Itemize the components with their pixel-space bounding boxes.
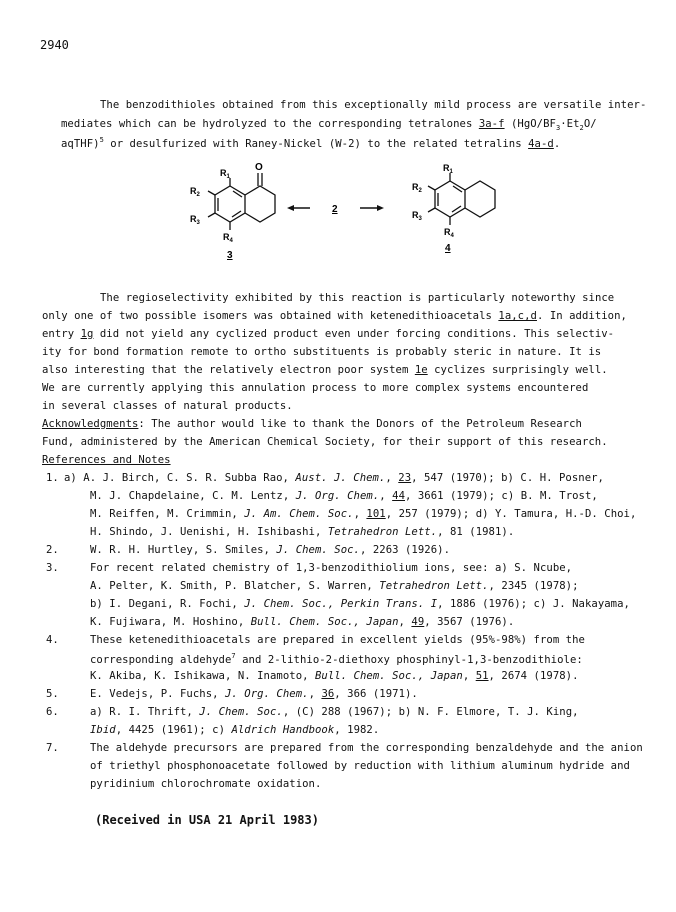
reaction-scheme: [180, 158, 520, 268]
ref-7-line-2: of triethyl phosphonoacetate followed by reduction with lithium aluminum hydride and: [90, 760, 630, 772]
acknowledgments-heading: Acknowledgments: [42, 418, 139, 430]
compound-ref: 3a-f: [478, 118, 505, 130]
ref-number: 2.: [46, 544, 59, 556]
ref-4-line-2: corresponding aldehyde$^7$ and 2-lithio-2-diethoxy phosphinyl-1,3-benzodithiole:: [90, 652, 583, 666]
para2-line-5: also interesting that the relatively electron poor system 1e cyclizes surprisingly well.: [42, 364, 608, 376]
carbonyl-oxygen: O: [255, 162, 263, 173]
para2-line-7: in several classes of natural products.: [42, 400, 293, 412]
acknowledgments-line-1: Acknowledgments: The author would like to thank the Donors of the Petroleum Research: [42, 418, 582, 430]
benzene-ring-right: [435, 181, 465, 217]
reagent-label: 2: [332, 204, 338, 215]
para2-line-4: ity for bond formation remote to ortho substituents is probably steric in nature. It is: [42, 346, 602, 358]
ref-1-line-1: a) A. J. Birch, C. S. R. Subba Rao, Aust. J. Chem., 23, 547 (1970); b) C. H. Posner,: [64, 472, 604, 484]
compound-ref: 1a,c,d: [498, 310, 537, 322]
ref-2: W. R. H. Hurtley, S. Smiles, J. Chem. Soc., 2263 (1926).: [90, 544, 450, 556]
substituent-r1: $R_1$: [220, 168, 230, 180]
ref-number: 6.: [46, 706, 59, 718]
compound-label-right: 4: [445, 243, 451, 254]
ref-6-line-2: Ibid, 4425 (1961); c) Aldrich Handbook, 1982.: [90, 724, 380, 736]
ref-4-line-3: K. Akiba, K. Ishikawa, N. Inamoto, Bull. Chem. Soc., Japan, 51, 2674 (1978).: [90, 670, 579, 682]
ref-6-line-1: a) R. I. Thrift, J. Chem. Soc., (C) 288 (1967); b) N. F. Elmore, T. J. King,: [90, 706, 579, 718]
substituent-r2: $R_2$: [190, 186, 200, 198]
ref-number: 7.: [46, 742, 59, 754]
saturated-ring-left: [245, 186, 275, 222]
ref-3-line-1: For recent related chemistry of 1,3-benzodithiolium ions, see: a) S. Ncube,: [90, 562, 573, 574]
substituent-r4-right: $R_4$: [444, 227, 454, 239]
para2-line-2: only one of two possible isomers was obtained with ketenedithioacetals 1a,c,d. In addition,: [42, 310, 627, 322]
intro-line-1: The benzodithioles obtained from this exceptionally mild process are versatile inter-: [100, 99, 647, 111]
ref-7-line-3: pyridinium chlorochromate oxidation.: [90, 778, 322, 790]
ref-1-line-2: M. J. Chapdelaine, C. M. Lentz, J. Org. Chem., 44, 3661 (1979); c) B. M. Trost,: [90, 490, 598, 502]
ref-4-line-1: These ketenedithioacetals are prepared in excellent yields (95%-98%) from the: [90, 634, 585, 646]
compound-ref: 1g: [80, 328, 94, 340]
compound-label-left: 3: [227, 250, 233, 261]
substituent-r3-right: $R_3$: [412, 210, 422, 222]
ref-3-line-3: b) I. Degani, R. Fochi, J. Chem. Soc., Perkin Trans. I, 1886 (1976); c) J. Nakayama,: [90, 598, 630, 610]
substituent-r4: $R_4$: [223, 232, 233, 244]
ref-1-line-4: H. Shindo, J. Uenishi, H. Ishibashi, Tetrahedron Lett., 81 (1981).: [90, 526, 515, 538]
ref-3-line-2: A. Pelter, K. Smith, P. Blatcher, S. Warren, Tetrahedron Lett., 2345 (1978);: [90, 580, 579, 592]
para2-line-1: The regioselectivity exhibited by this reaction is particularly noteworthy since: [100, 292, 615, 304]
ref-number: 4.: [46, 634, 59, 646]
ref-number: 1.: [46, 472, 59, 484]
acknowledgments-line-2: Fund, administered by the American Chemical Society, for their support of this research.: [42, 436, 608, 448]
received-date: (Received in USA 21 April 1983): [95, 813, 319, 827]
references-heading: References and Notes: [42, 454, 171, 466]
page-number: 2940: [40, 38, 69, 52]
ref-7-line-1: The aldehyde precursors are prepared from the corresponding benzaldehyde and the anion: [90, 742, 643, 754]
ref-3-line-4: K. Fujiwara, M. Hoshino, Bull. Chem. Soc., Japan, 49, 3567 (1976).: [90, 616, 515, 628]
ref-number: 5.: [46, 688, 59, 700]
para2-line-6: We are currently applying this annulation process to more complex systems encountered: [42, 382, 589, 394]
compound-ref: 1e: [414, 364, 428, 376]
substituent-r1-right: $R_1$: [443, 163, 453, 175]
compound-ref: 4a-d: [528, 138, 554, 150]
para2-line-3: entry 1g did not yield any cyclized product even under forcing conditions. This selectiv-: [42, 328, 615, 340]
ref-number: 3.: [46, 562, 59, 574]
saturated-ring-right: [465, 181, 495, 217]
benzene-ring-left: [215, 186, 245, 222]
intro-line-3: aqTHF)$^5$ or desulfurized with Raney-Nickel (W-2) to the related tetralins 4a-d.: [61, 136, 561, 150]
ref-5: E. Vedejs, P. Fuchs, J. Org. Chem., 36, 366 (1971).: [90, 688, 418, 700]
footnote-ref: 5: [99, 136, 104, 144]
intro-line-2: mediates which can be hydrolyzed to the corresponding tetralones 3a-f ($HgO/BF_3\cdot Et_2O/$: [61, 118, 597, 132]
substituent-r2-right: $R_2$: [412, 182, 422, 194]
substituent-r3: $R_3$: [190, 214, 200, 226]
ref-1-line-3: M. Reiffen, M. Crimmin, J. Am. Chem. Soc., 101, 257 (1979); d) Y. Tamura, H.-D. Choi,: [90, 508, 637, 520]
